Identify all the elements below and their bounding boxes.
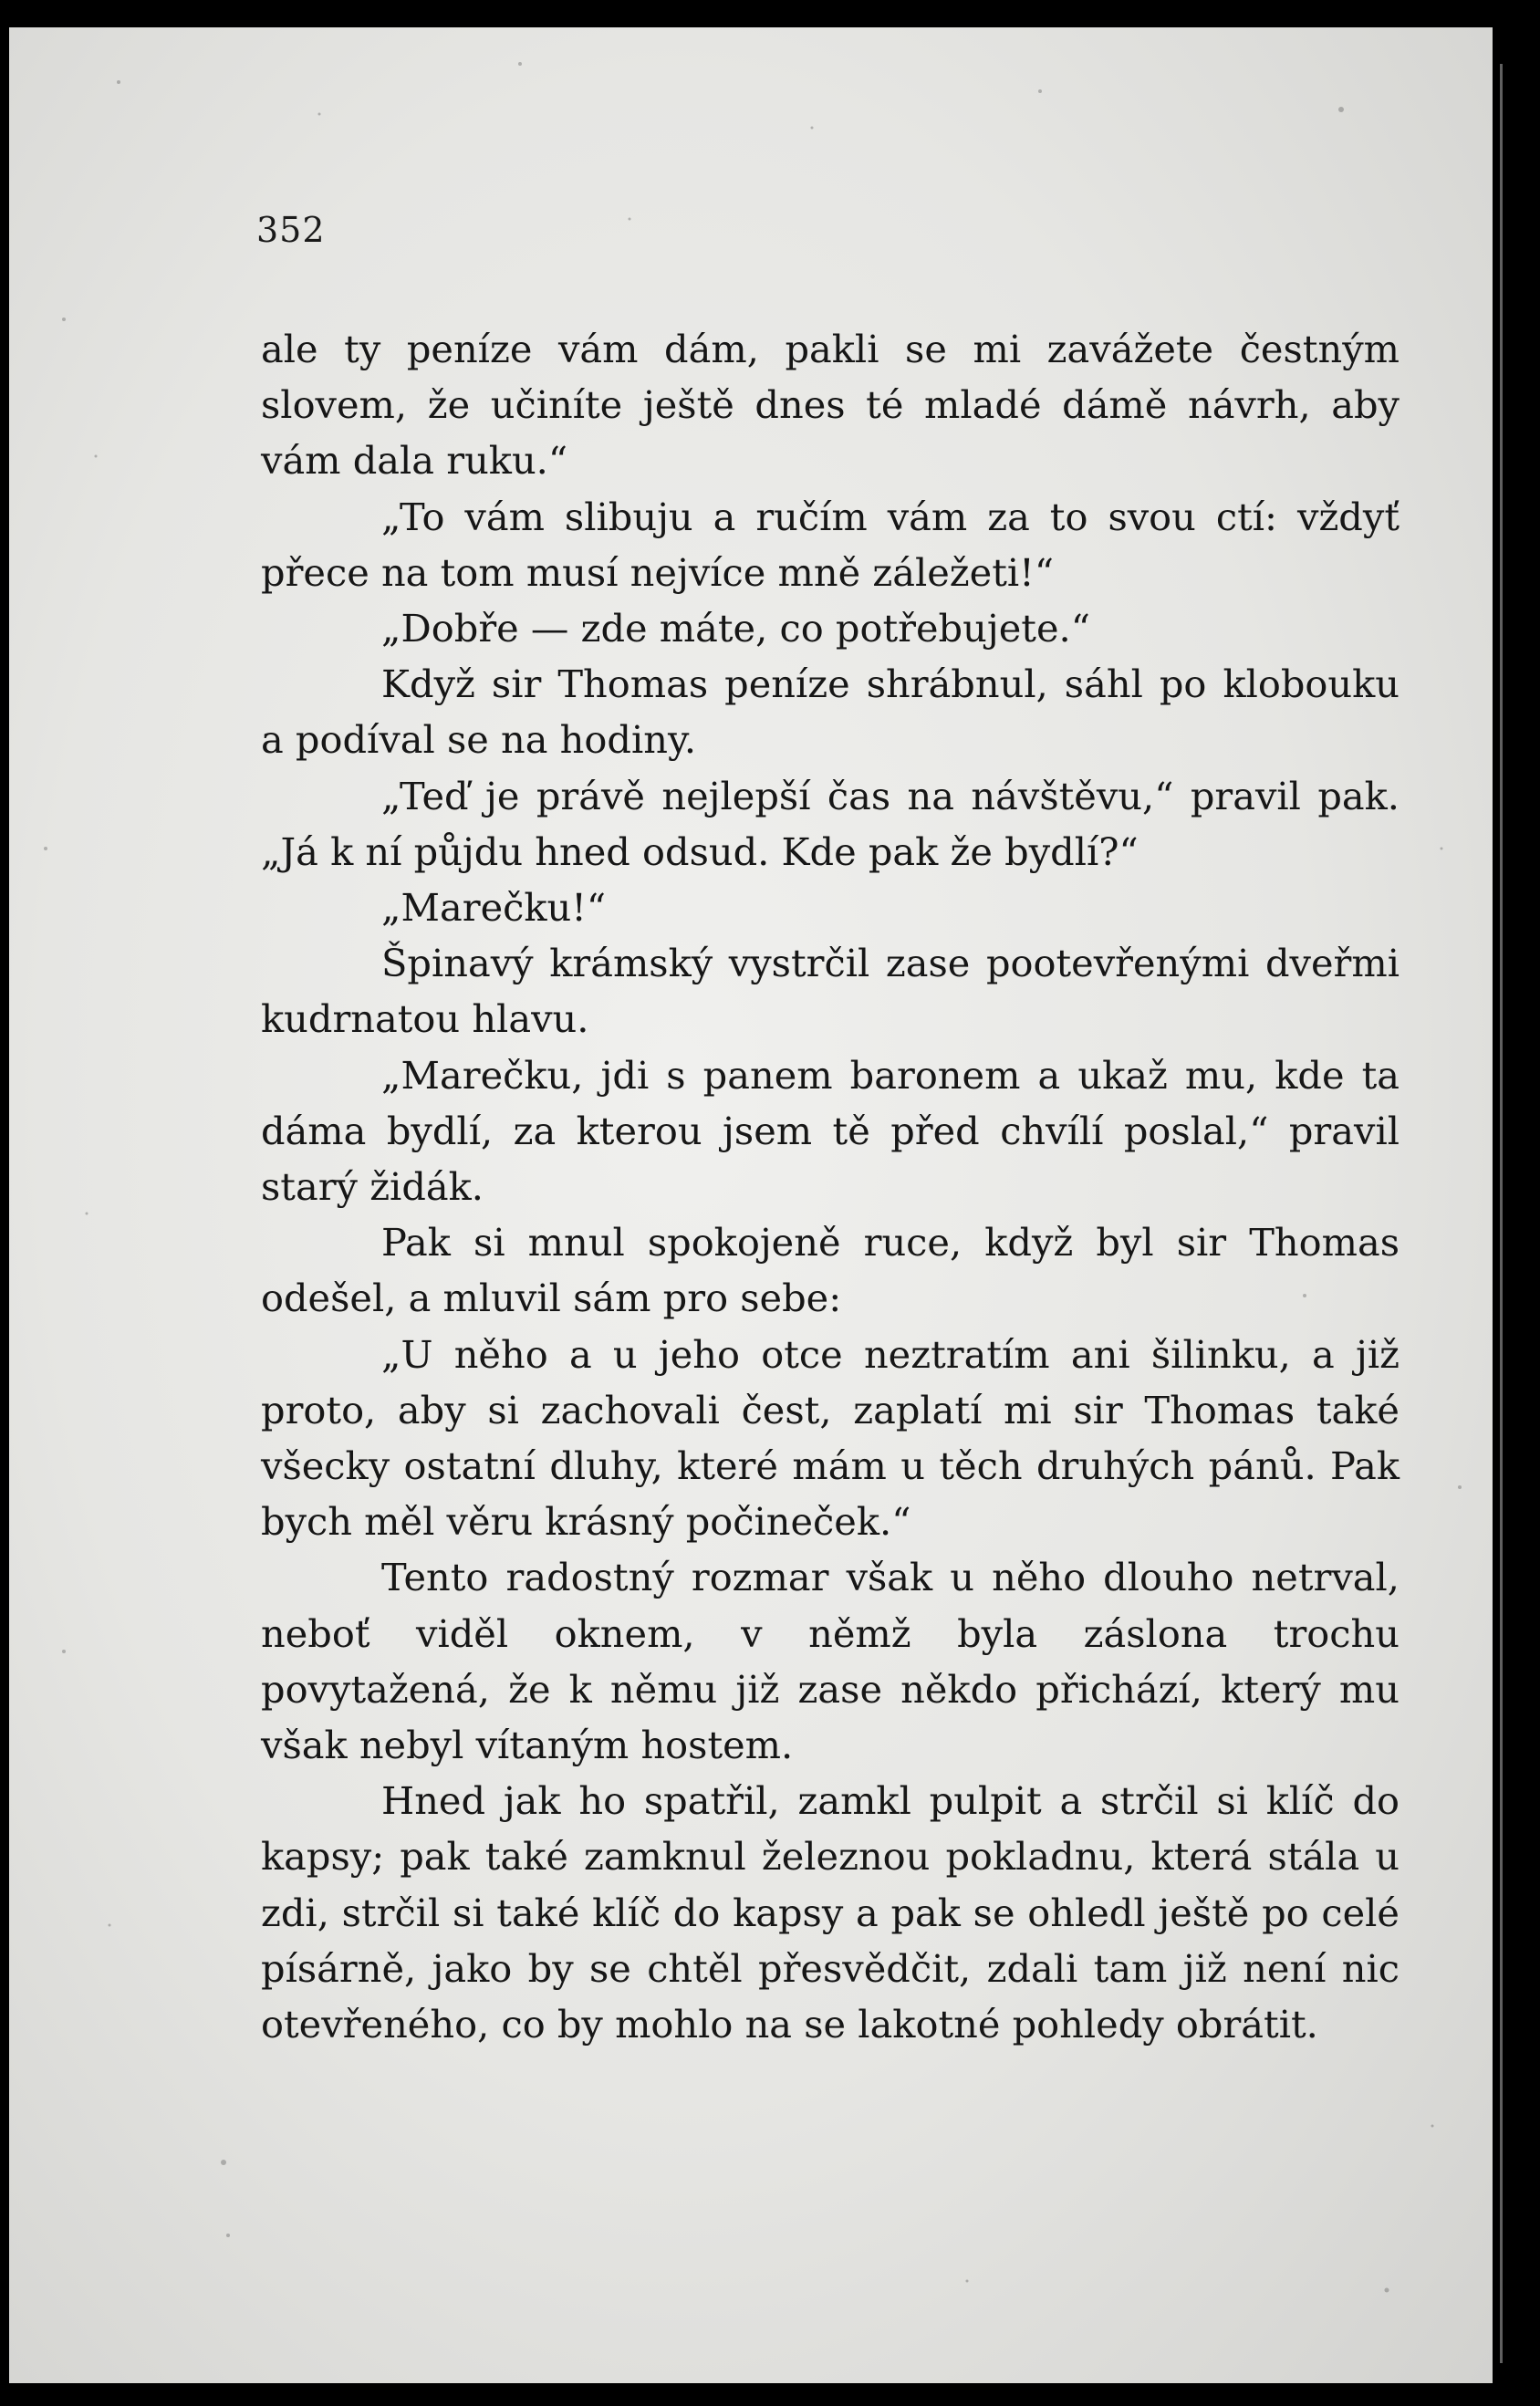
paragraph: „Teď je právě nejlepší čas na návštěvu,“ pravil pak. „Já k ní půjdu hned odsud. Kde pak že bydlí?“ <box>261 773 1400 874</box>
paragraph: Když sir Thomas peníze shrábnul, sáhl po klobouku a podíval se na hodiny. <box>261 661 1400 763</box>
paragraph: „Marečku!“ <box>381 885 607 931</box>
paragraph: „To vám slibuju a ručím vám za to svou ctí: vždyť přece na tom musí nejvíce mně záležeti!“ <box>261 494 1400 595</box>
page-edge-line <box>1500 64 1503 2363</box>
paragraph: Tento radostný rozmar však u něho dlouho netrval, neboť viděl oknem, v němž byla záslona trochu povytažená, že k němu již zase někdo přichází, který mu však nebyl vítaným hostem. <box>261 1555 1400 1768</box>
paragraph: „Dobře — zde máte, co potřebujete.“ <box>381 606 1090 651</box>
body-text <box>261 321 1400 2052</box>
paragraph: Pak si mnul spokojeně ruce, když byl sir Thomas odešel, a mluvil sám pro sebe: <box>261 1220 1400 1321</box>
paragraph: ale ty peníze vám dám, pakli se mi zavážete čestným slovem, že učiníte ještě dnes té mladé dámě návrh, aby vám dala ruku.“ <box>261 327 1400 484</box>
book-page <box>9 27 1493 2383</box>
page-number: 352 <box>256 210 326 250</box>
paragraph: Hned jak ho spatřil, zamkl pulpit a strčil si klíč do kapsy; pak také zamknul železnou pokladnu, která stála u zdi, strčil si také klíč do kapsy a pak se ohledl ještě po celé písárně, jako by se chtěl přesvědčit, zdali tam již není nic otevřeného, co by mohlo na se lakotné pohledy obrátit. <box>261 1778 1400 2047</box>
paragraph: Špinavý krámský vystrčil zase pootevřenými dveřmi kudrnatou hlavu. <box>261 941 1400 1042</box>
paragraph: „U něho a u jeho otce neztratím ani šilinku, a již proto, aby si zachovali čest, zaplatí mi sir Thomas také všecky ostatní dluhy, které mám u těch druhých pánů. Pak bych měl věru krásný počineček.“ <box>261 1331 1400 1545</box>
paragraph: „Marečku, jdi s panem baronem a ukaž mu, kde ta dáma bydlí, za kterou jsem tě před chvílí poslal,“ pravil starý židák. <box>261 1052 1400 1210</box>
